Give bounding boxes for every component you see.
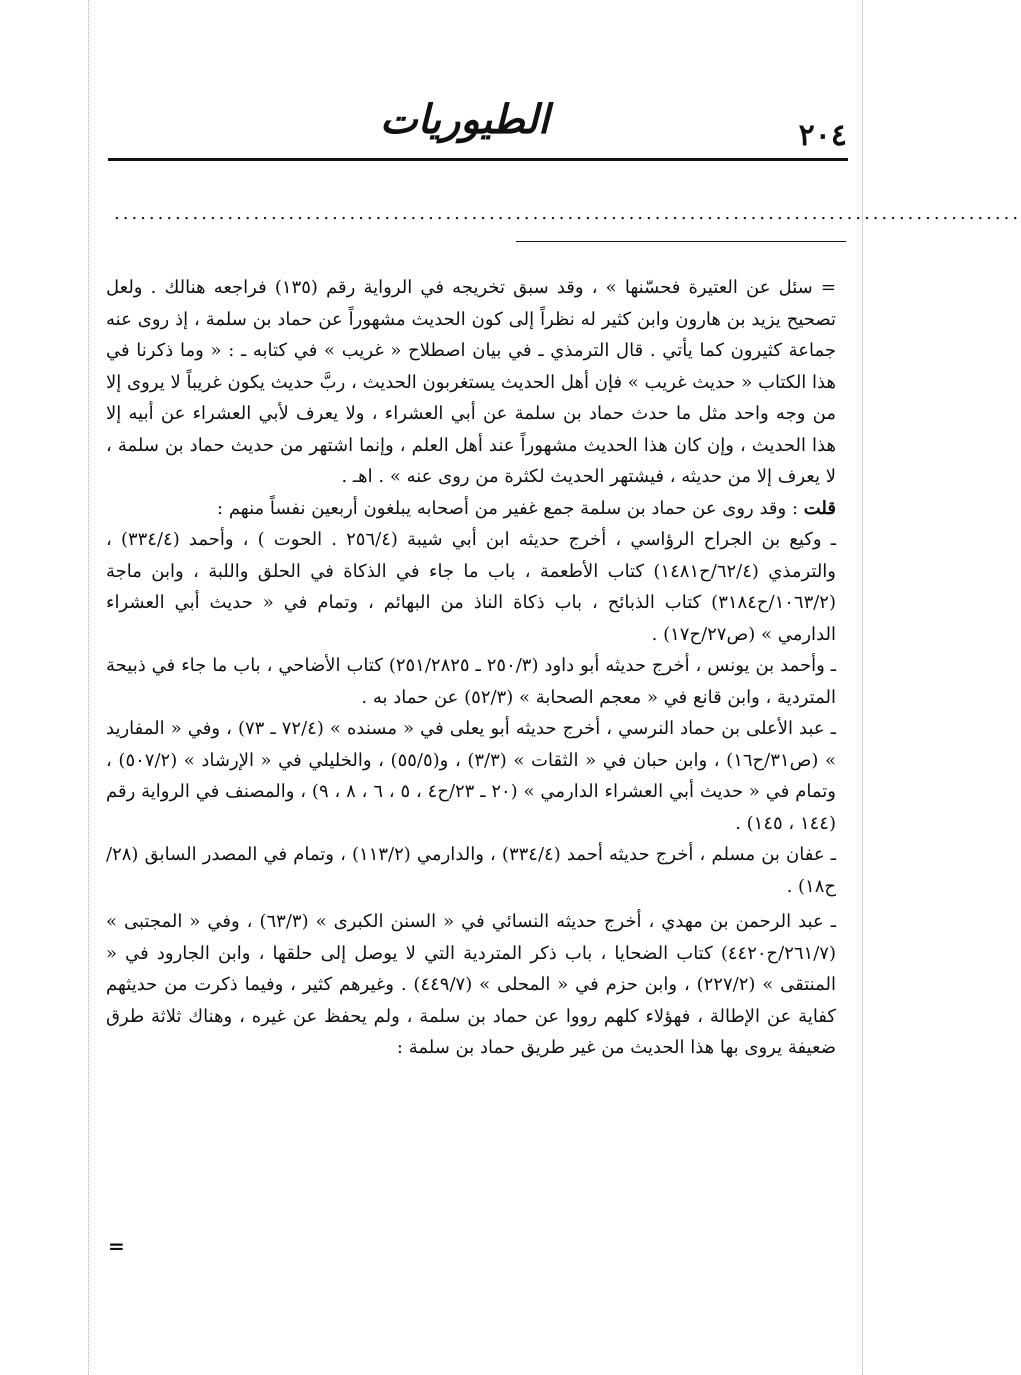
running-title: الطيوريات (380, 96, 550, 143)
qult-label: قلت (803, 497, 836, 519)
qult-paragraph (106, 493, 836, 525)
header-rule (108, 158, 848, 161)
narrator-item-waki: ـ وكيع بن الجراح الرؤاسي ، أخرج حديثه ابن أبي شيبة (٢٥٦/٤ . الحوت ) ، وأحمد (٣٣٤/٤) ، والترمذي (٦٢/٤/ح١٤٨١) كتاب الأطعمة ، باب ما جاء في الذكاة في الحلق واللبة ، وابن ماجة (١٠٦٣/٢/ح٣١٨٤) كتاب الذبائح ، باب ذكاة الناذ من البهائم ، وتمام في « حديث أبي العشراء الدارمي » (ص٢٧/ح١٧) . (106, 529, 837, 645)
narrator-item-abd-al-rahman: ـ عبد الرحمن بن مهدي ، أخرج حديثه النسائي في « السنن الكبرى » (٦٣/٣) ، وفي « المجتبى » (٢٦١/٧/ح٤٤٢٠) كتاب الضحايا ، باب ذكر المتردية التي لا يوصل إلى حلقها ، وابن الجارود في « المنتقى » (٢٢٧/٢) ، وابن حزم في « المحلى » (٤٤٩/٧) . وغيرهم كثير ، وفيما ذكرت من حديثهم كفاية عن الإطالة ، فهؤلاء كلهم رووا عن حماد بن سلمة ، ولم يحفظ عن غيره ، وهناك ثلاثة طرق ضعيفة يروى بها هذا الحديث من غير طريق حماد بن سلمة : (106, 911, 837, 1058)
narrator-item-affan: ـ عفان بن مسلم ، أخرج حديثه أحمد (٣٣٤/٤) ، والدارمي (١١٣/٢) ، وتمام في المصدر السابق (٢٨/ح١٨) . (106, 844, 837, 897)
narrator-item-ahmad-ibn-yunus: ـ وأحمد بن يونس ، أخرج حديثه أبو داود (٢٥٠/٣ ـ ٢٥١/٢٨٢٥) كتاب الأضاحي ، باب ما جاء في ذبيحة المتردية ، وابن قانع في « معجم الصحابة » (٥٢/٣) عن حماد به . (106, 655, 836, 708)
footnote-body (106, 272, 836, 1064)
narrator-item-abd-al-ala: ـ عبد الأعلى بن حماد النرسي ، أخرج حديثه أبو يعلى في « مسنده » (٧٢/٤ ـ ٧٣) ، وفي « المفاريد » (ص٣١/ح١٦) ، وابن حبان في « الثقات » (٣/٣) ، و(٥٥/٥) ، والخليلي في « الإرشاد » (٥٠٧/٢) ، وتمام في « حديث أبي العشراء الدارمي » (٢٠ ـ ٢٣/ح٤ ، ٥ ، ٦ ، ٨ ، ٩) ، والمصنف في الرواية رقم (١٤٤ ، ١٤٥) . (106, 718, 837, 834)
page-number: ٢٠٤ (798, 118, 847, 153)
footnote-paragraph: = سئل عن العتيرة فحسّنها » ، وقد سبق تخريجه في الرواية رقم (١٣٥) فراجعه هنالك . ولعل تصحيح يزيد بن هارون وابن كثير له نظراً إلى كون الحديث مشهوراً عن حماد بن سلمة ، إذ روى عنه جماعة كثيرون كما يأتي . قال الترمذي ـ في بيان اصطلاح « غريب » في كتابه ـ : « وما ذكرنا في هذا الكتاب « حديث غريب » فإن أهل الحديث يستغربون الحديث ، ربَّ حديث يكون غريباً لا يروى إلا من وجه واحد مثل ما حدث حماد بن سلمة عن أبي العشراء ، ولا يعرف لأبي العشراء عن أبيه إلا هذا الحديث ، وإن كان هذا الحديث مشهوراً عند أهل العلم ، وإنما اشتهر من حديث حماد بن سلمة ، لا يعرف إلا من حديثه ، فيشتهر الحديث لكثرة من روى عنه » . اهـ . (106, 277, 836, 487)
dotted-separator: ........................................................................................................ (114, 203, 1021, 224)
scan-guide-line (88, 0, 89, 1375)
footnote-rule (516, 241, 846, 242)
continuation-mark: = (108, 1234, 125, 1258)
qult-text: : وقد روى عن حماد بن سلمة جمع غفير من أصحابه يبلغون أربعين نفساً منهم : (217, 497, 799, 519)
